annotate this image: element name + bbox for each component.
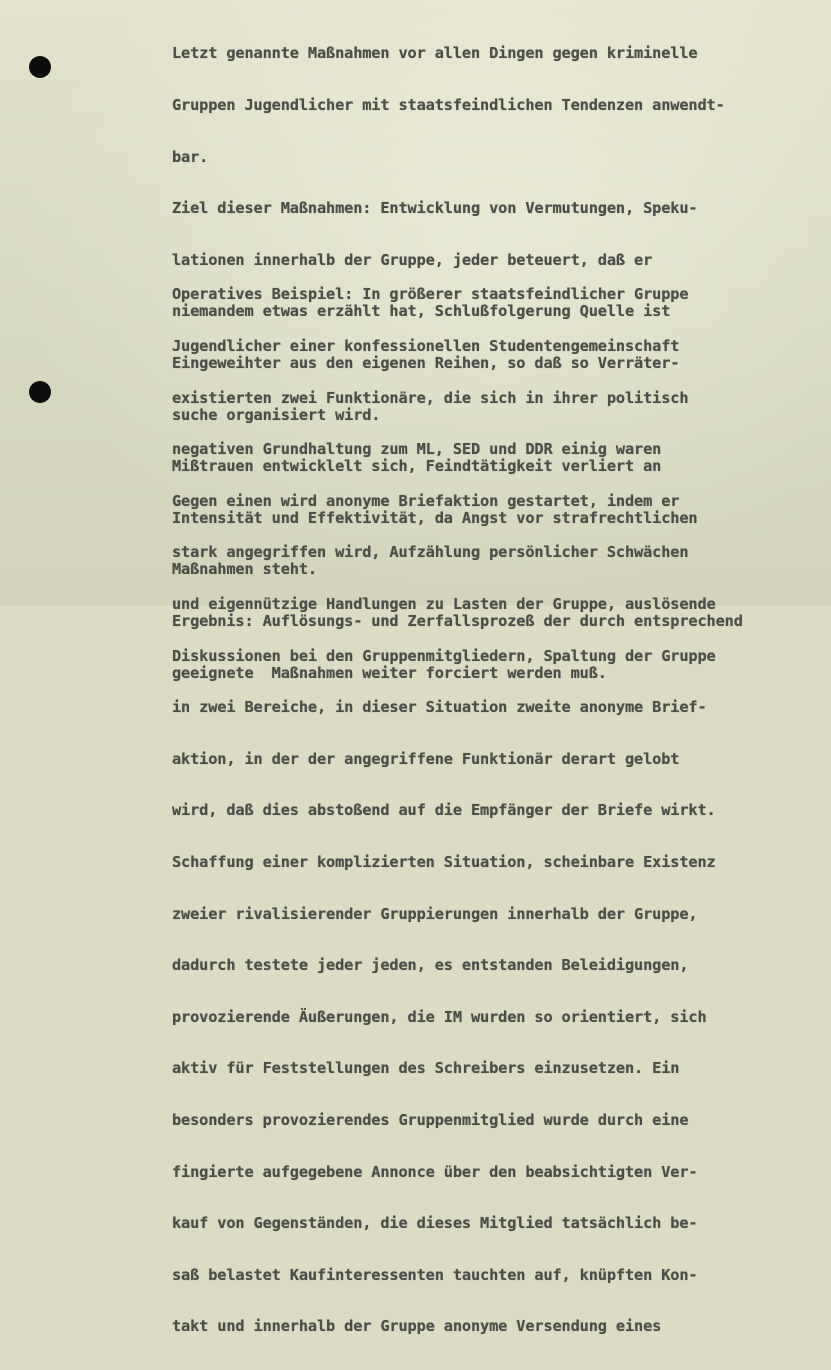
text-line: stark angegriffen wird, Aufzählung persönlicher Schwächen: [172, 543, 689, 562]
text-line: Eingeweihter aus den eigenen Reihen, so daß so Verräter-: [172, 353, 680, 372]
text-line: Jugendlicher einer konfessionellen Studentengemeinschaft: [172, 337, 680, 355]
text-line: Gruppen Jugendlicher mit staatsfeindlichen Tendenzen anwendt-: [172, 96, 725, 114]
punch-hole-bottom: [29, 381, 51, 403]
text-line: Maßnahmen steht.: [172, 560, 317, 579]
text-line: Letzt genannte Maßnahmen vor allen Dingen gegen kriminelle: [172, 44, 698, 63]
text-line: lationen innerhalb der Gruppe, jeder beteuert, daß er: [172, 250, 653, 269]
text-line: aktion, in der der angegriffene Funktionär derart gelobt: [172, 749, 680, 768]
text-line: zweier rivalisierender Gruppierungen innerhalb der Gruppe,: [172, 904, 698, 923]
text-line: existierten zwei Funktionäre, die sich in ihrer politisch: [172, 388, 689, 407]
text-line: Ergebnis: Auflösungs- und Zerfallsprozeß der durch entsprechend: [172, 611, 743, 630]
text-line: wird, daß dies abstoßend auf die Empfänger der Briefe wirkt.: [172, 801, 716, 820]
text-line: geeignete Maßnahmen weiter forciert werden muß.: [172, 663, 607, 682]
text-line: saß belastet Kaufinteressenten tauchten auf, knüpften Kon-: [172, 1265, 698, 1284]
text-line: besonders provozierendes Gruppenmitglied wurde durch eine: [172, 1110, 689, 1129]
text-line: suche organisiert wird.: [172, 405, 381, 424]
text-line: niemandem etwas erzählt hat, Schlußfolgerung Quelle ist: [172, 302, 671, 321]
text-line: provozierende Äußerungen, die IM wurden so orientiert, sich: [172, 1007, 707, 1026]
text-line: Diskussionen bei den Gruppenmitgliedern, Spaltung der Gruppe: [172, 646, 716, 665]
text-line: Schaffung einer komplizierten Situation, scheinbare Existenz: [172, 852, 716, 871]
text-line: Mißtrauen entwicklelt sich, Feindtätigkeit verliert an: [172, 457, 662, 476]
text-line: bar.: [172, 147, 209, 166]
text-line: Operatives Beispiel: In größerer staatsfeindlicher Gruppe: [172, 285, 689, 304]
text-line: kauf von Gegenständen, die dieses Mitglied tatsächlich be-: [172, 1214, 698, 1233]
text-line: dadurch testete jeder jeden, es entstanden Beleidigungen,: [172, 956, 689, 975]
text-line: fingierte aufgegebene Annonce über den beabsichtigten Ver-: [172, 1162, 698, 1181]
text-line: aktiv für Feststellungen des Schreibers einzusetzen. Ein: [172, 1059, 680, 1078]
punch-hole-top: [29, 56, 51, 78]
paragraph-operative-example: [172, 252, 822, 1370]
text-line: in zwei Bereiche, in dieser Situation zweite anonyme Brief-: [172, 698, 707, 717]
text-line: Gegen einen wird anonyme Briefaktion gestartet, indem er: [172, 491, 680, 510]
text-line: takt und innerhalb der Gruppe anonyme Versendung eines: [172, 1317, 662, 1336]
text-line: negativen Grundhaltung zum ML, SED und DDR einig waren: [172, 440, 662, 459]
text-line: Ziel dieser Maßnahmen: Entwicklung von Vermutungen, Speku-: [172, 199, 698, 218]
text-line: Intensität und Effektivität, da Angst vor strafrechtlichen: [172, 508, 698, 527]
text-line: und eigennützige Handlungen zu Lasten der Gruppe, auslösende: [172, 594, 716, 613]
